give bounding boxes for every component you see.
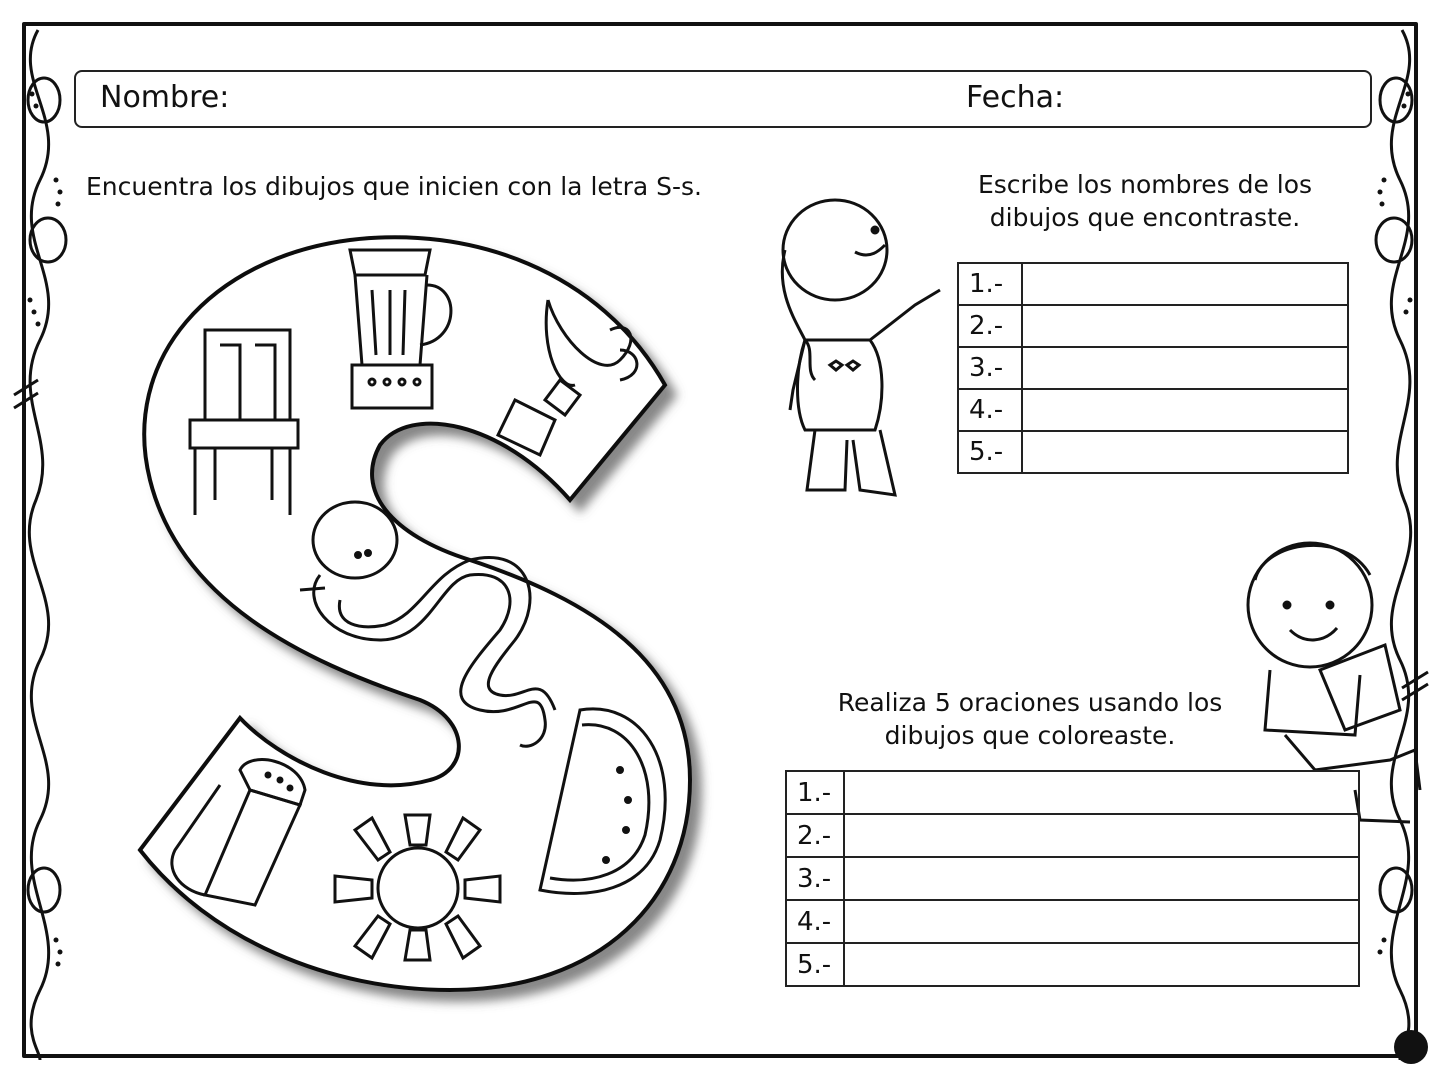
row-number: 2.- [958,305,1022,347]
table-row [958,263,1348,305]
row-number: 1.- [786,771,844,814]
letter-s-shape [140,237,690,990]
write-names-line-1: Escribe los nombres de los [977,170,1313,199]
table-row [786,771,1359,814]
row-number: 2.- [786,814,844,857]
table-row [786,900,1359,943]
sentences-table [785,770,1360,987]
table-row [958,347,1348,389]
table-row [958,431,1348,473]
answer-line[interactable] [844,857,1359,900]
row-number: 4.- [958,389,1022,431]
answer-line[interactable] [1022,389,1348,431]
sentences-line-1: Realiza 5 oraciones usando los [837,688,1223,717]
find-instruction: Encuentra los dibujos que inicien con la letra S-s. [86,172,702,201]
answer-line[interactable] [1022,347,1348,389]
girl-pointing-illustration [735,190,955,520]
row-number: 3.- [786,857,844,900]
table-row [958,389,1348,431]
answer-line[interactable] [844,943,1359,986]
row-number: 1.- [958,263,1022,305]
answer-line[interactable] [1022,263,1348,305]
answer-line[interactable] [844,900,1359,943]
sentences-line-2: dibujos que coloreaste. [884,721,1176,750]
answer-line[interactable] [1022,305,1348,347]
row-number: 5.- [786,943,844,986]
answer-line[interactable] [1022,431,1348,473]
publisher-logo [1394,1030,1428,1064]
table-row [786,814,1359,857]
table-row [786,857,1359,900]
row-number: 5.- [958,431,1022,473]
row-number: 3.- [958,347,1022,389]
write-names-line-2: dibujos que encontraste. [989,203,1301,232]
row-number: 4.- [786,900,844,943]
date-label: Fecha: [966,80,1065,115]
table-row [786,943,1359,986]
answer-line[interactable] [844,814,1359,857]
table-row [958,305,1348,347]
names-table [957,262,1349,474]
answer-line[interactable] [844,771,1359,814]
name-label: Nombre: [100,80,230,115]
